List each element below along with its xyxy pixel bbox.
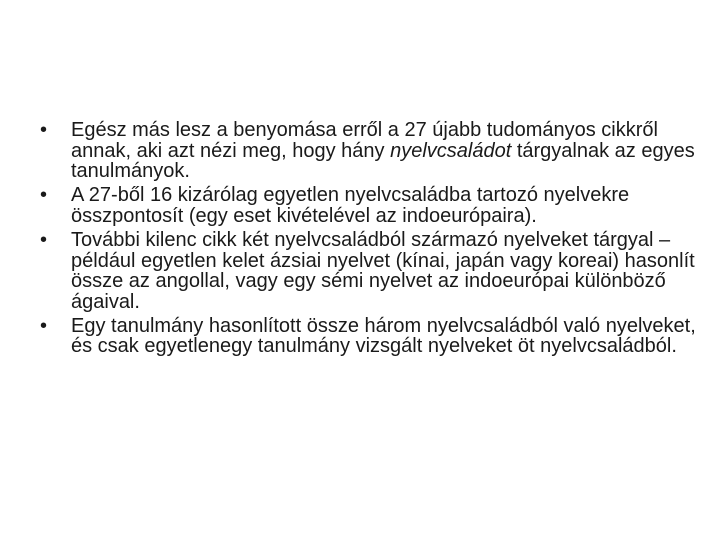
bullet-icon: • — [40, 184, 48, 207]
bullet-text-before: Egész más lesz a benyomása erről a 27 újabb tudományos cikkről annak, aki azt nézi meg, hogy hány — [71, 119, 658, 162]
bullet-text-after: tárgyalnak az egyes tanulmányok. — [71, 139, 695, 183]
bullet-icon: • — [40, 228, 48, 251]
bullet-item-two-families — [40, 230, 700, 312]
bullet-item-single-family — [40, 185, 700, 226]
bullet-item-three-five-families — [40, 316, 700, 357]
bullet-item-family-count — [40, 120, 700, 182]
bullet-icon: • — [40, 119, 48, 141]
bullet-text-emphasis: nyelvcsaládot — [390, 139, 512, 162]
bullet-icon: • — [40, 314, 48, 337]
bullet-list — [40, 120, 700, 361]
bullet-text: További kilenc cikk két nyelvcsaládból származó nyelveket tárgyal – például egyetlen kelet ázsiai nyelvet (kínai, japán vagy koreai) hasonlít össze az angollal, vagy egy sémi nyelvet az indoeurópai különböző ágaival. — [71, 228, 695, 313]
bullet-text: A 27-ből 16 kizárólag egyetlen nyelvcsaládba tartozó nyelvekre összpontosít (egy eset kivételével az indoeurópaira). — [71, 184, 630, 227]
bullet-text: Egy tanulmány hasonlított össze három nyelvcsaládból való nyelveket, és csak egyetlenegy tanulmány vizsgált nyelveket öt nyelvcsaládból. — [71, 314, 696, 358]
